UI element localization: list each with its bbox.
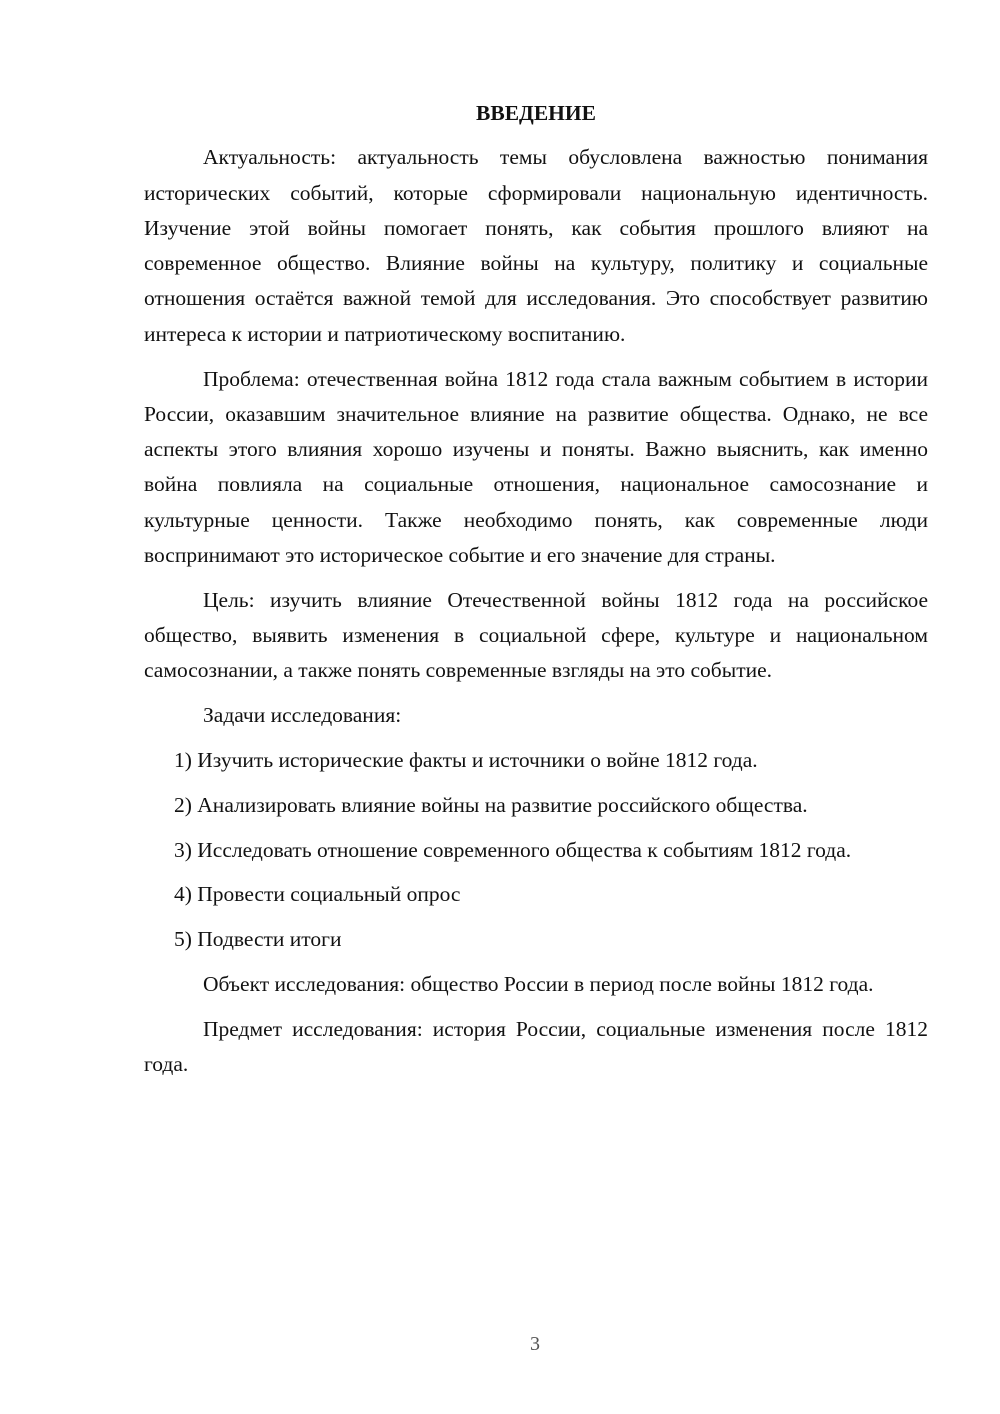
relevance-paragraph: Актуальность: актуальность темы обусловлена важностью понимания исторических событий, которые сформировали национальную идентичность. Изучение этой войны помогает понять, как события прошлого влияют на современное общество. Влияние войны на культуру, политику и социальные отношения остаётся важной темой для исследования. Это способствует развитию интереса к истории и патриотическому воспитанию. [144, 145, 928, 346]
goal-paragraph: Цель: изучить влияние Отечественной войны 1812 года на российское общество, выявить изменения в социальной сфере, культуре и национальном самосознании, а также понять современные взгляды на это событие. [144, 587, 928, 683]
problem-paragraph: Проблема: отечественная война 1812 года стала важным событием в истории России, оказавшим значительное влияние на развитие общества. Однако, не все аспекты этого влияния хорошо изучены и поняты. Важно выяснить, как именно война повлияла на социальные отношения, национальное самосознание и культурные ценности. Также необходимо понять, как современные люди воспринимают это историческое событие и его значение для страны. [144, 366, 928, 568]
task-item-4: 4) Провести социальный опрос [174, 882, 461, 907]
task-item-5: 5) Подвести итоги [174, 927, 342, 952]
section-title: ВВЕДЕНИЕ [476, 101, 596, 125]
object-paragraph: Объект исследования: общество России в период после войны 1812 года. [203, 972, 874, 997]
task-item-1: 1) Изучить исторические факты и источники о войне 1812 года. [174, 748, 758, 773]
task-item-2: 2) Анализировать влияние войны на развитие российского общества. [174, 792, 808, 817]
subject-paragraph: Предмет исследования: история России, социальные изменения после 1812 года. [144, 1016, 928, 1077]
tasks-heading: Задачи исследования: [203, 703, 402, 728]
task-item-3: 3) Исследовать отношение современного общества к событиям 1812 года. [174, 837, 852, 862]
page-number: 3 [530, 1333, 540, 1355]
document-page [144, 96, 928, 1092]
